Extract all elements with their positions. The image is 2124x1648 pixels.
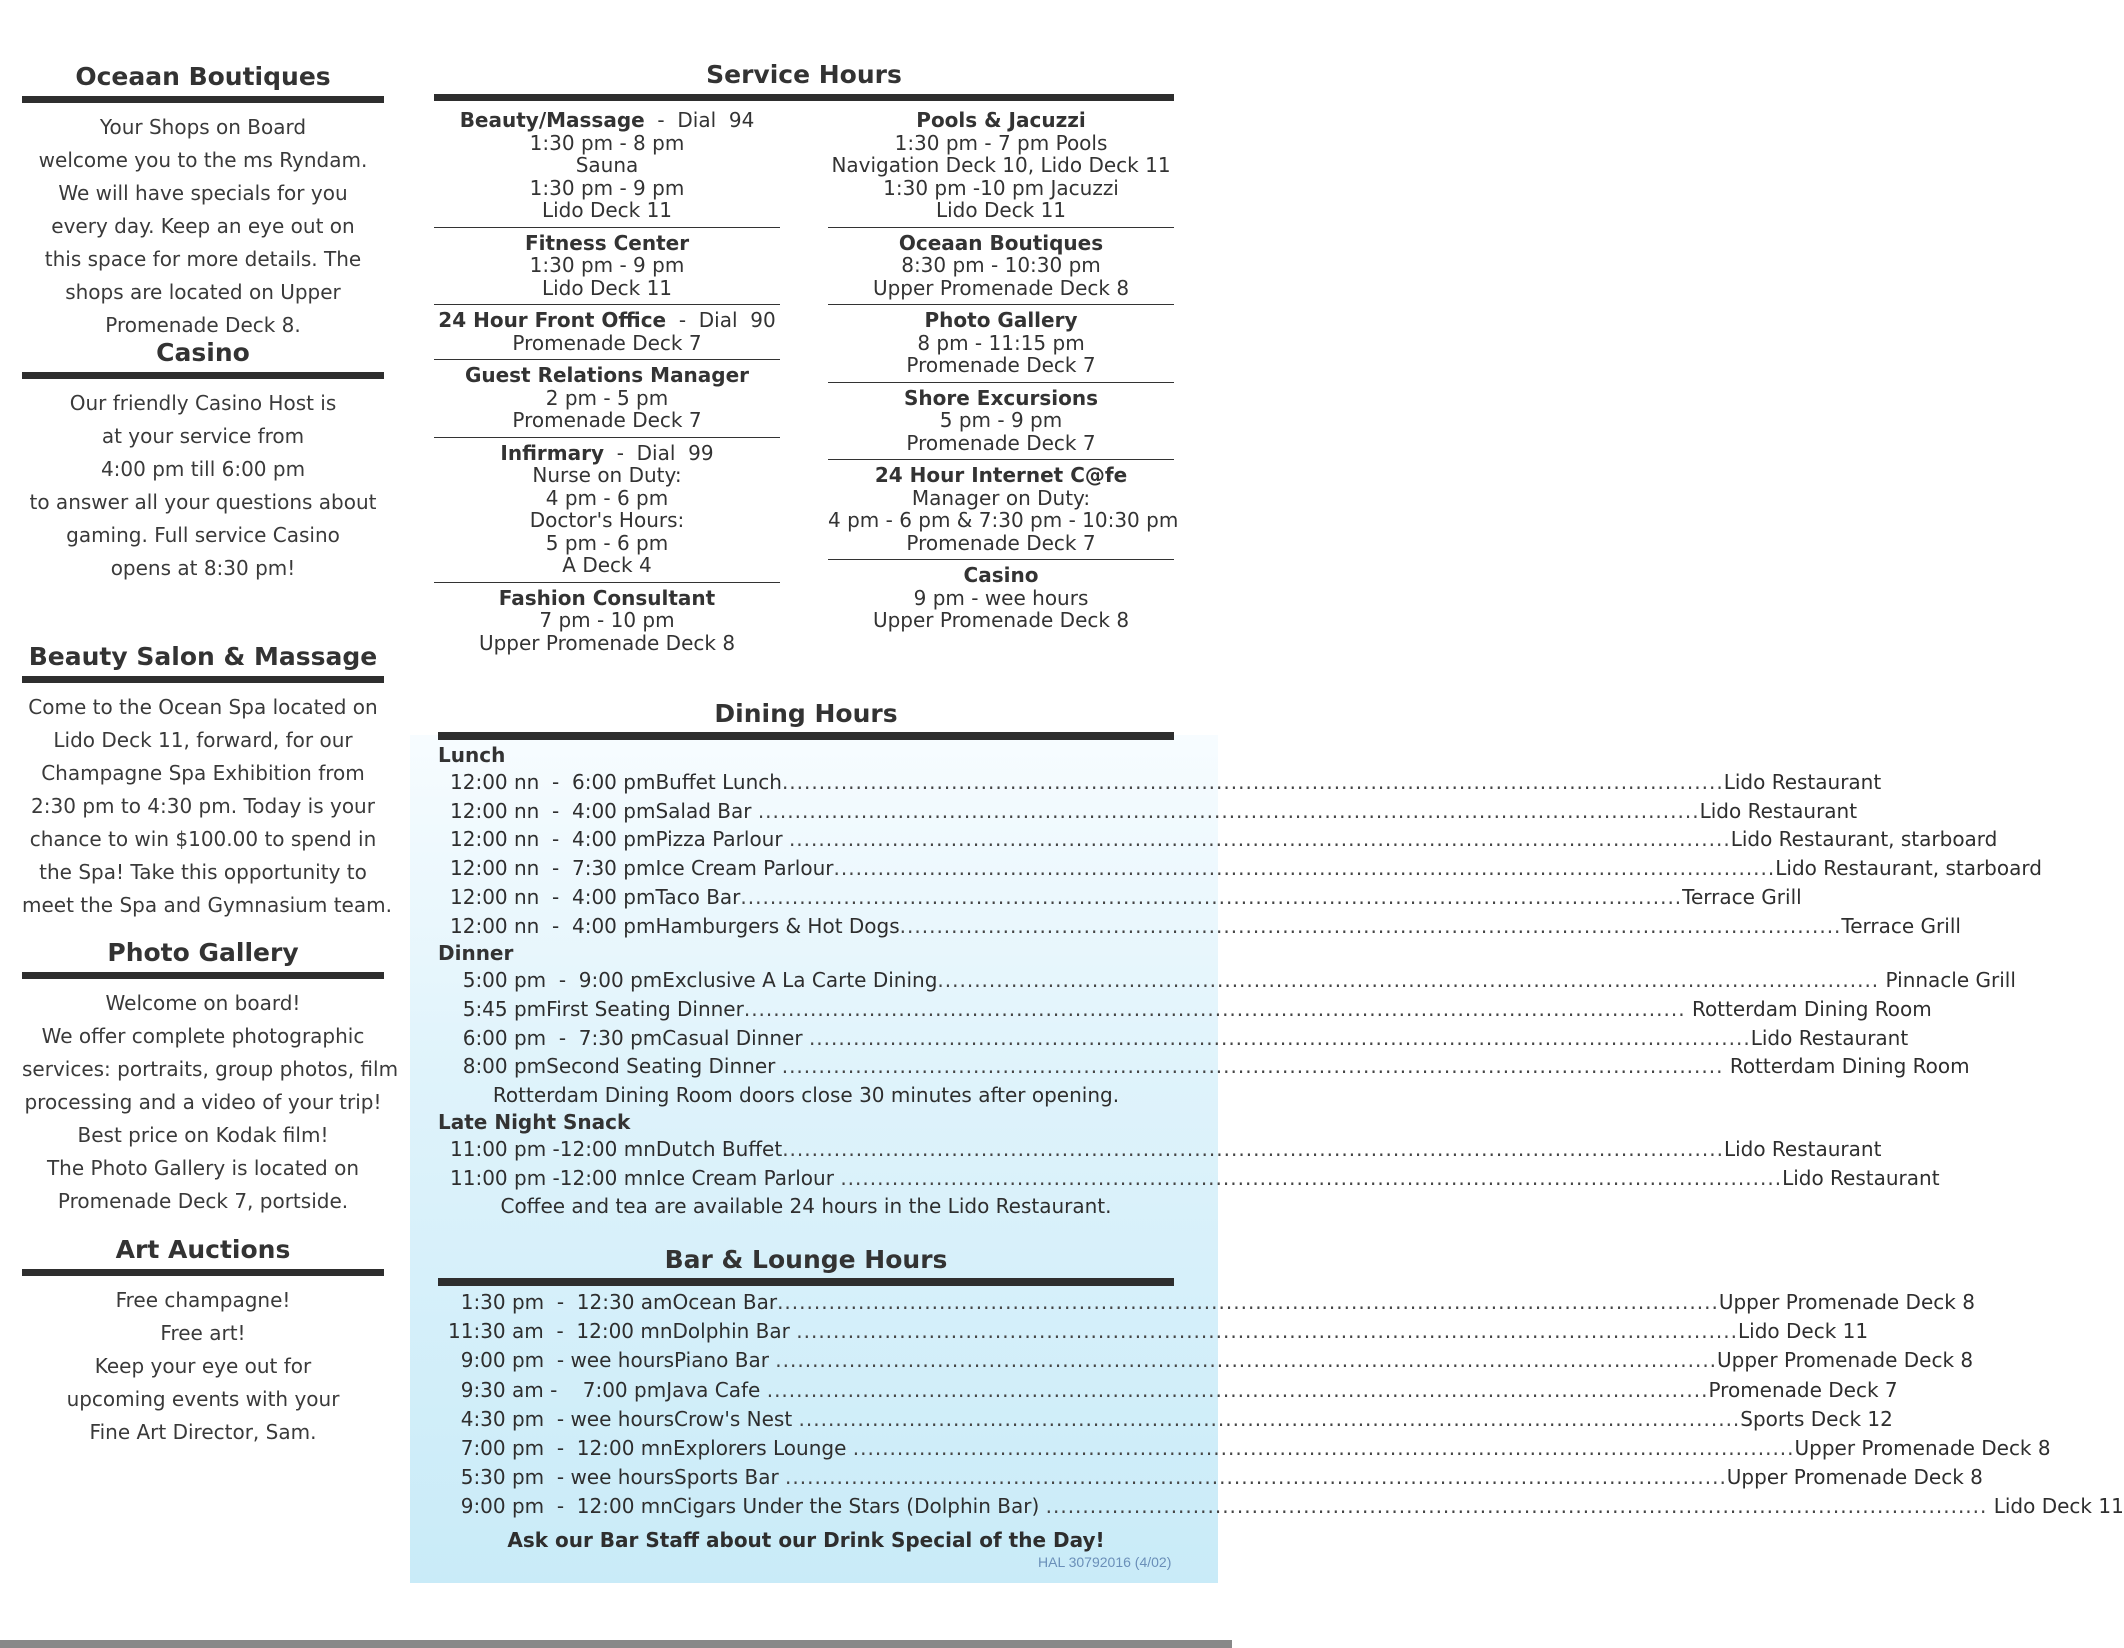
drink-special-note: Ask our Bar Staff about our Drink Special of the Day! [507,1527,1105,1552]
body-line: Your Shops on Board [99,115,307,139]
schedule-description [662,1024,1908,1053]
schedule-description [655,912,1960,941]
body-line: We offer complete photographic [41,1024,365,1048]
service-entry-line: 8 pm - 11:15 pm [917,330,1085,355]
schedule-time: 11:30 am - 12:00 mn [448,1319,673,1344]
schedule-description [655,854,2042,883]
schedule-time: 9:30 am - 7:00 pm [448,1377,667,1402]
schedule-row [438,995,1932,1024]
body-line: Best price on Kodak film! [77,1123,329,1147]
service-entry [434,228,780,306]
schedule-time: 6:00 pm - 7:30 pm [450,1025,663,1050]
schedule-location: Lido Deck 11 [1738,1319,1869,1344]
schedule-description [674,1346,1973,1375]
schedule-location: Terrace Grill [1682,884,1802,909]
service-entry-line: 8:30 pm - 10:30 pm [901,253,1101,277]
service-entry-title: Guest Relations Manager [464,363,750,387]
schedule-venue-name: Sports Bar [674,1465,786,1490]
lunch-list [438,768,2042,940]
service-entry-line: Sauna [575,153,639,177]
body-line: meet the Spa and Gymnasium team. [22,893,392,917]
schedule-venue-name: Buffet Lunch [655,770,782,794]
service-entry-title: Beauty/Massage [459,108,645,132]
service-entry-line: Manager on Duty: [911,485,1091,510]
service-entry-line: Lido Deck 11 [541,275,673,300]
service-entry-title: Infirmary [500,440,604,465]
dinner-list [438,966,2016,1081]
schedule-description [655,768,1881,797]
service-entry-line: 1:30 pm - 8 pm [529,130,685,155]
body-line: gaming. Full service Casino [66,523,340,547]
service-entry-heading [828,309,1174,332]
schedule-venue-name: Pizza Parlour [655,827,789,852]
service-entry-heading [434,232,780,255]
leader-dots [799,1405,1741,1434]
body-line: We will have specials for you [58,181,348,205]
left-column [22,60,399,1449]
schedule-description [673,1492,2124,1521]
leader-dots [758,797,1700,826]
schedule-row [438,825,1998,854]
schedule-description [674,1405,1893,1434]
body-line: Free art! [160,1321,246,1345]
service-entry-line: Upper Promenade Deck 8 [872,608,1130,632]
schedule-row [438,1405,1893,1434]
schedule-row [438,1346,1974,1375]
leader-dots [782,1135,1724,1164]
schedule-location: Lido Restaurant, starboard [1775,856,2042,881]
leader-dots [834,854,1776,883]
service-entry-heading [434,364,780,387]
schedule-location: Lido Restaurant [1750,1025,1909,1050]
body-line: every day. Keep an eye out on [51,214,355,238]
service-entry-line: Doctor's Hours: [529,508,685,532]
schedule-venue-name: Hamburgers & Hot Dogs [655,913,900,938]
service-entry [434,305,780,360]
schedule-venue-name: Second Seating Dinner [546,1054,782,1079]
service-entry-heading [828,232,1174,255]
schedule-row [438,1317,1869,1346]
page-bottom-edge [0,1640,1232,1648]
schedule-venue-name: Exclusive A La Carte Dining [662,968,938,993]
schedule-row [438,1376,1898,1405]
service-entry [434,583,780,660]
schedule-venue-name: Taco Bar [655,884,741,909]
schedule-location: Lido Restaurant [1699,798,1858,823]
service-entry-line: Lido Deck 11 [935,198,1067,222]
schedule-description [673,1434,2051,1463]
schedule-row [438,1164,1940,1193]
bar-list [438,1288,2124,1522]
service-entry-title: 24 Hour Front Office [438,308,667,332]
schedule-time: 11:00 pm -12:00 mn [450,1137,656,1162]
boutiques-title: Oceaan Boutiques [75,62,331,91]
schedule-time: 9:00 pm - wee hours [448,1348,675,1373]
dining-hours-section [438,698,2042,1220]
schedule-time: 9:00 pm - 12:00 mn [448,1494,673,1519]
service-entry-line: Promenade Deck 7 [906,530,1096,555]
coffee-note: Coffee and tea are available 24 hours in the Lido Restaurant. [500,1194,1112,1219]
art-title: Art Auctions [115,1235,291,1264]
schedule-description [656,1164,1940,1193]
schedule-location: Promenade Deck 7 [1708,1377,1898,1402]
schedule-row [438,1434,2051,1463]
body-line: to answer all your questions about [29,490,377,514]
beauty-title: Beauty Salon & Massage [28,642,378,671]
service-entry [828,460,1179,560]
service-entry-line: 5 pm - 6 pm [545,530,669,555]
service-entry-title: Pools & Jacuzzi [916,108,1086,132]
schedule-time: 12:00 nn - 4:00 pm [450,913,656,938]
schedule-venue-name: Ocean Bar [672,1290,778,1314]
beauty-section [22,640,392,936]
service-entry-line: 9 pm - wee hours [913,585,1089,610]
schedule-row [438,1463,1983,1492]
schedule-location: Sports Deck 12 [1740,1406,1893,1431]
service-entry-line: 4 pm - 6 pm [545,485,669,510]
schedule-description [662,966,2016,995]
schedule-description [666,1376,1897,1405]
schedule-location: Rotterdam Dining Room [1723,1054,1970,1079]
schedule-venue-name: Casual Dinner [662,1025,809,1050]
schedule-description [546,1052,1969,1081]
schedule-row [438,1024,1909,1053]
dinner-note: Rotterdam Dining Room doors close 30 minutes after opening. [492,1083,1120,1108]
section-rule [438,732,1174,740]
bar-lounge-title: Bar & Lounge Hours [664,1245,948,1274]
schedule-time: 11:00 pm -12:00 mn [450,1165,656,1190]
service-entry-line: Promenade Deck 7 [906,353,1096,377]
service-entry-heading [434,587,780,610]
service-entry [828,105,1174,228]
service-entry-heading [828,564,1174,587]
schedule-description [674,1463,1983,1492]
leader-dots [775,1346,1717,1375]
photo-title: Photo Gallery [107,938,299,967]
body-line: Free champagne! [115,1288,291,1312]
body-line: Fine Art Director, Sam. [89,1420,317,1444]
service-entry-line: Navigation Deck 10, Lido Deck 11 [831,153,1171,177]
schedule-location: Lido Restaurant [1782,1165,1940,1190]
service-entry-heading [828,464,1174,487]
schedule-venue-name: First Seating Dinner [546,996,744,1021]
photo-body [22,987,399,1218]
leader-dots [782,1052,1724,1081]
schedule-time: 12:00 nn - 4:00 pm [450,798,656,823]
schedule-time: 1:30 pm - 12:30 am [448,1290,673,1314]
schedule-row [438,1288,1975,1317]
service-entry-line: Promenade Deck 7 [512,408,702,432]
schedule-venue-name: Salad Bar [655,798,758,823]
service-entry-line: Promenade Deck 7 [512,330,702,355]
bar-lounge-section [438,1244,2124,1556]
schedule-location: Pinnacle Grill [1879,968,2016,993]
schedule-venue-name: Ice Cream Parlour [655,1165,841,1190]
service-hours-section [434,58,1179,659]
body-line: services: portraits, group photos, film [22,1057,399,1081]
service-entry-line: Promenade Deck 7 [906,430,1096,455]
schedule-location: Upper Promenade Deck 8 [1717,1348,1974,1373]
art-section [22,1233,384,1449]
section-rule [438,1278,1174,1286]
body-line: upcoming events with your [66,1387,340,1411]
leader-dots [782,768,1724,797]
service-entry-heading [828,387,1174,410]
late-night-label: Late Night Snack [438,1110,631,1135]
service-entry-extra: - Dial 90 [666,308,776,332]
body-line: the Spa! Take this opportunity to [39,860,367,884]
schedule-time: 5:45 pm [450,996,547,1021]
schedule-time: 7:00 pm - 12:00 mn [448,1436,673,1461]
schedule-description [656,1135,1882,1164]
body-line: Welcome on board! [105,991,301,1015]
schedule-row [438,912,1961,941]
service-entry-heading [434,442,780,465]
boutiques-body [22,111,384,342]
leader-dots [840,1164,1782,1193]
schedule-time: 4:30 pm - wee hours [448,1406,675,1431]
service-entry-line: 1:30 pm -10 pm Jacuzzi [883,175,1119,200]
body-line: this space for more details. The [44,247,362,271]
section-rule [22,372,384,379]
service-right-column [828,105,1179,659]
schedule-row [438,1052,1970,1081]
service-entry [828,305,1174,383]
body-line: The Photo Gallery is located on [46,1156,360,1180]
schedule-description [673,1288,1975,1317]
schedule-description [673,1317,1869,1346]
art-body [22,1284,384,1449]
lunch-label: Lunch [438,743,506,767]
service-entry [434,438,780,583]
late-night-list [438,1135,1940,1192]
body-line: Come to the Ocean Spa located on [28,695,378,719]
section-rule [434,94,1174,101]
service-entry-heading [434,309,780,332]
schedule-time: 5:30 pm - wee hours [448,1465,675,1490]
schedule-row [438,797,1858,826]
schedule-location: Lido Restaurant [1723,1137,1882,1162]
leader-dots [853,1434,1795,1463]
schedule-row [438,854,2042,883]
schedule-venue-name: Piano Bar [674,1348,776,1373]
body-line: 2:30 pm to 4:30 pm. Today is your [31,794,375,818]
schedule-description [655,825,1997,854]
service-left-column [434,105,780,659]
schedule-location: Lido Restaurant [1723,770,1882,794]
service-hours-grid [434,105,1179,659]
schedule-location: Upper Promenade Deck 8 [1794,1436,2051,1461]
schedule-location: Terrace Grill [1841,913,1961,938]
schedule-venue-name: Crow's Nest [674,1406,799,1431]
body-line: processing and a video of your trip! [24,1090,382,1114]
section-rule [22,676,384,683]
dining-hours-title: Dining Hours [714,699,898,728]
leader-dots [900,912,1842,941]
body-line: welcome you to the ms Ryndam. [38,148,368,172]
service-entry-title: Shore Excursions [904,385,1098,410]
service-hours-title: Service Hours [706,60,902,89]
casino-title: Casino [156,338,250,367]
service-entry-extra: - Dial 99 [604,440,714,465]
photo-section [22,936,399,1233]
schedule-venue-name: Java Cafe [666,1377,767,1402]
service-entry [828,560,1174,637]
beauty-body [22,691,392,922]
leader-dots [937,966,1879,995]
body-line: Our friendly Casino Host is [69,391,337,415]
service-entry-title: Oceaan Boutiques [898,230,1104,255]
schedule-venue-name: Dutch Buffet [655,1137,783,1162]
service-entry [434,105,780,228]
service-entry-line: Nurse on Duty: [532,463,682,487]
service-entry-line: Lido Deck 11 [541,198,673,222]
schedule-location: Rotterdam Dining Room [1685,996,1932,1021]
schedule-description [655,797,1857,826]
service-entry-title: Casino [963,563,1039,587]
service-entry-line: 2 pm - 5 pm [545,385,669,410]
service-entry-line: 5 pm - 9 pm [939,408,1063,432]
body-line: Promenade Deck 7, portside. [57,1189,349,1213]
schedule-venue-name: Dolphin Bar [672,1319,797,1344]
body-line: Lido Deck 11, forward, for our [53,728,353,752]
schedule-description [655,883,1801,912]
service-entry-title: Fashion Consultant [498,585,716,610]
leader-dots [740,883,1682,912]
leader-dots [1046,1492,1988,1521]
schedule-venue-name: Explorers Lounge [672,1436,853,1461]
service-entry-line: 1:30 pm - 9 pm [529,175,685,200]
schedule-time: 12:00 nn - 4:00 pm [450,827,656,852]
body-line: Keep your eye out for [94,1354,312,1378]
section-rule [22,1269,384,1276]
dinner-label: Dinner [438,941,514,966]
service-entry-title: Photo Gallery [924,308,1078,332]
schedule-location: Lido Deck 11 [1987,1494,2124,1519]
body-line: Promenade Deck 8. [105,313,301,337]
leader-dots [796,1317,1738,1346]
schedule-venue-name: Ice Cream Parlour [655,856,834,881]
schedule-time: 12:00 nn - 4:00 pm [450,884,656,909]
leader-dots [785,1463,1727,1492]
casino-section [22,336,384,632]
schedule-venue-name: Cigars Under the Stars (Dolphin Bar) [672,1494,1046,1519]
schedule-time: 5:00 pm - 9:00 pm [450,968,663,993]
casino-body [22,387,384,585]
leader-dots [767,1376,1709,1405]
section-rule [22,972,384,979]
body-line: opens at 8:30 pm! [110,556,296,580]
service-entry-line: 1:30 pm - 7 pm Pools [894,130,1108,155]
schedule-row [438,1492,2124,1521]
service-entry [434,360,780,438]
leader-dots [789,825,1731,854]
document-code: HAL 30792016 (4/02) [1038,1554,1172,1570]
service-entry-line: A Deck 4 [562,553,652,577]
schedule-location: Upper Promenade Deck 8 [1718,1290,1975,1314]
schedule-description [546,995,1932,1024]
service-entry-title: 24 Hour Internet C@fe [874,463,1128,487]
leader-dots [809,1024,1751,1053]
service-entry-line: Upper Promenade Deck 8 [872,275,1130,300]
service-entry-line: 4 pm - 6 pm & 7:30 pm - 10:30 pm [828,508,1179,532]
body-line: at your service from [101,424,305,448]
boutiques-section [22,60,384,348]
body-line: Champagne Spa Exhibition from [41,761,365,785]
body-line: chance to win $100.00 to spend in [29,827,377,851]
leader-dots [777,1288,1719,1317]
service-entry-line: 7 pm - 10 pm [539,608,675,632]
body-line: 4:00 pm till 6:00 pm [100,457,306,481]
schedule-row [438,883,1802,912]
service-entry-heading [828,109,1174,132]
service-entry-line: 1:30 pm - 9 pm [529,253,685,277]
service-entry-heading [434,109,780,132]
service-entry [828,383,1174,461]
schedule-location: Lido Restaurant, starboard [1730,827,1998,852]
service-entry-line: Upper Promenade Deck 8 [478,630,736,655]
service-entry-extra: - Dial 94 [644,108,755,132]
service-entry [828,228,1174,306]
leader-dots [744,995,1686,1024]
schedule-row [438,1135,1882,1164]
schedule-time: 8:00 pm [450,1054,547,1079]
schedule-row [438,966,2016,995]
section-rule [22,96,384,103]
schedule-time: 12:00 nn - 6:00 pm [450,770,656,794]
schedule-row [438,768,1882,797]
schedule-location: Upper Promenade Deck 8 [1726,1465,1983,1490]
schedule-time: 12:00 nn - 7:30 pm [450,856,656,881]
service-entry-title: Fitness Center [524,230,690,255]
body-line: shops are located on Upper [65,280,341,304]
